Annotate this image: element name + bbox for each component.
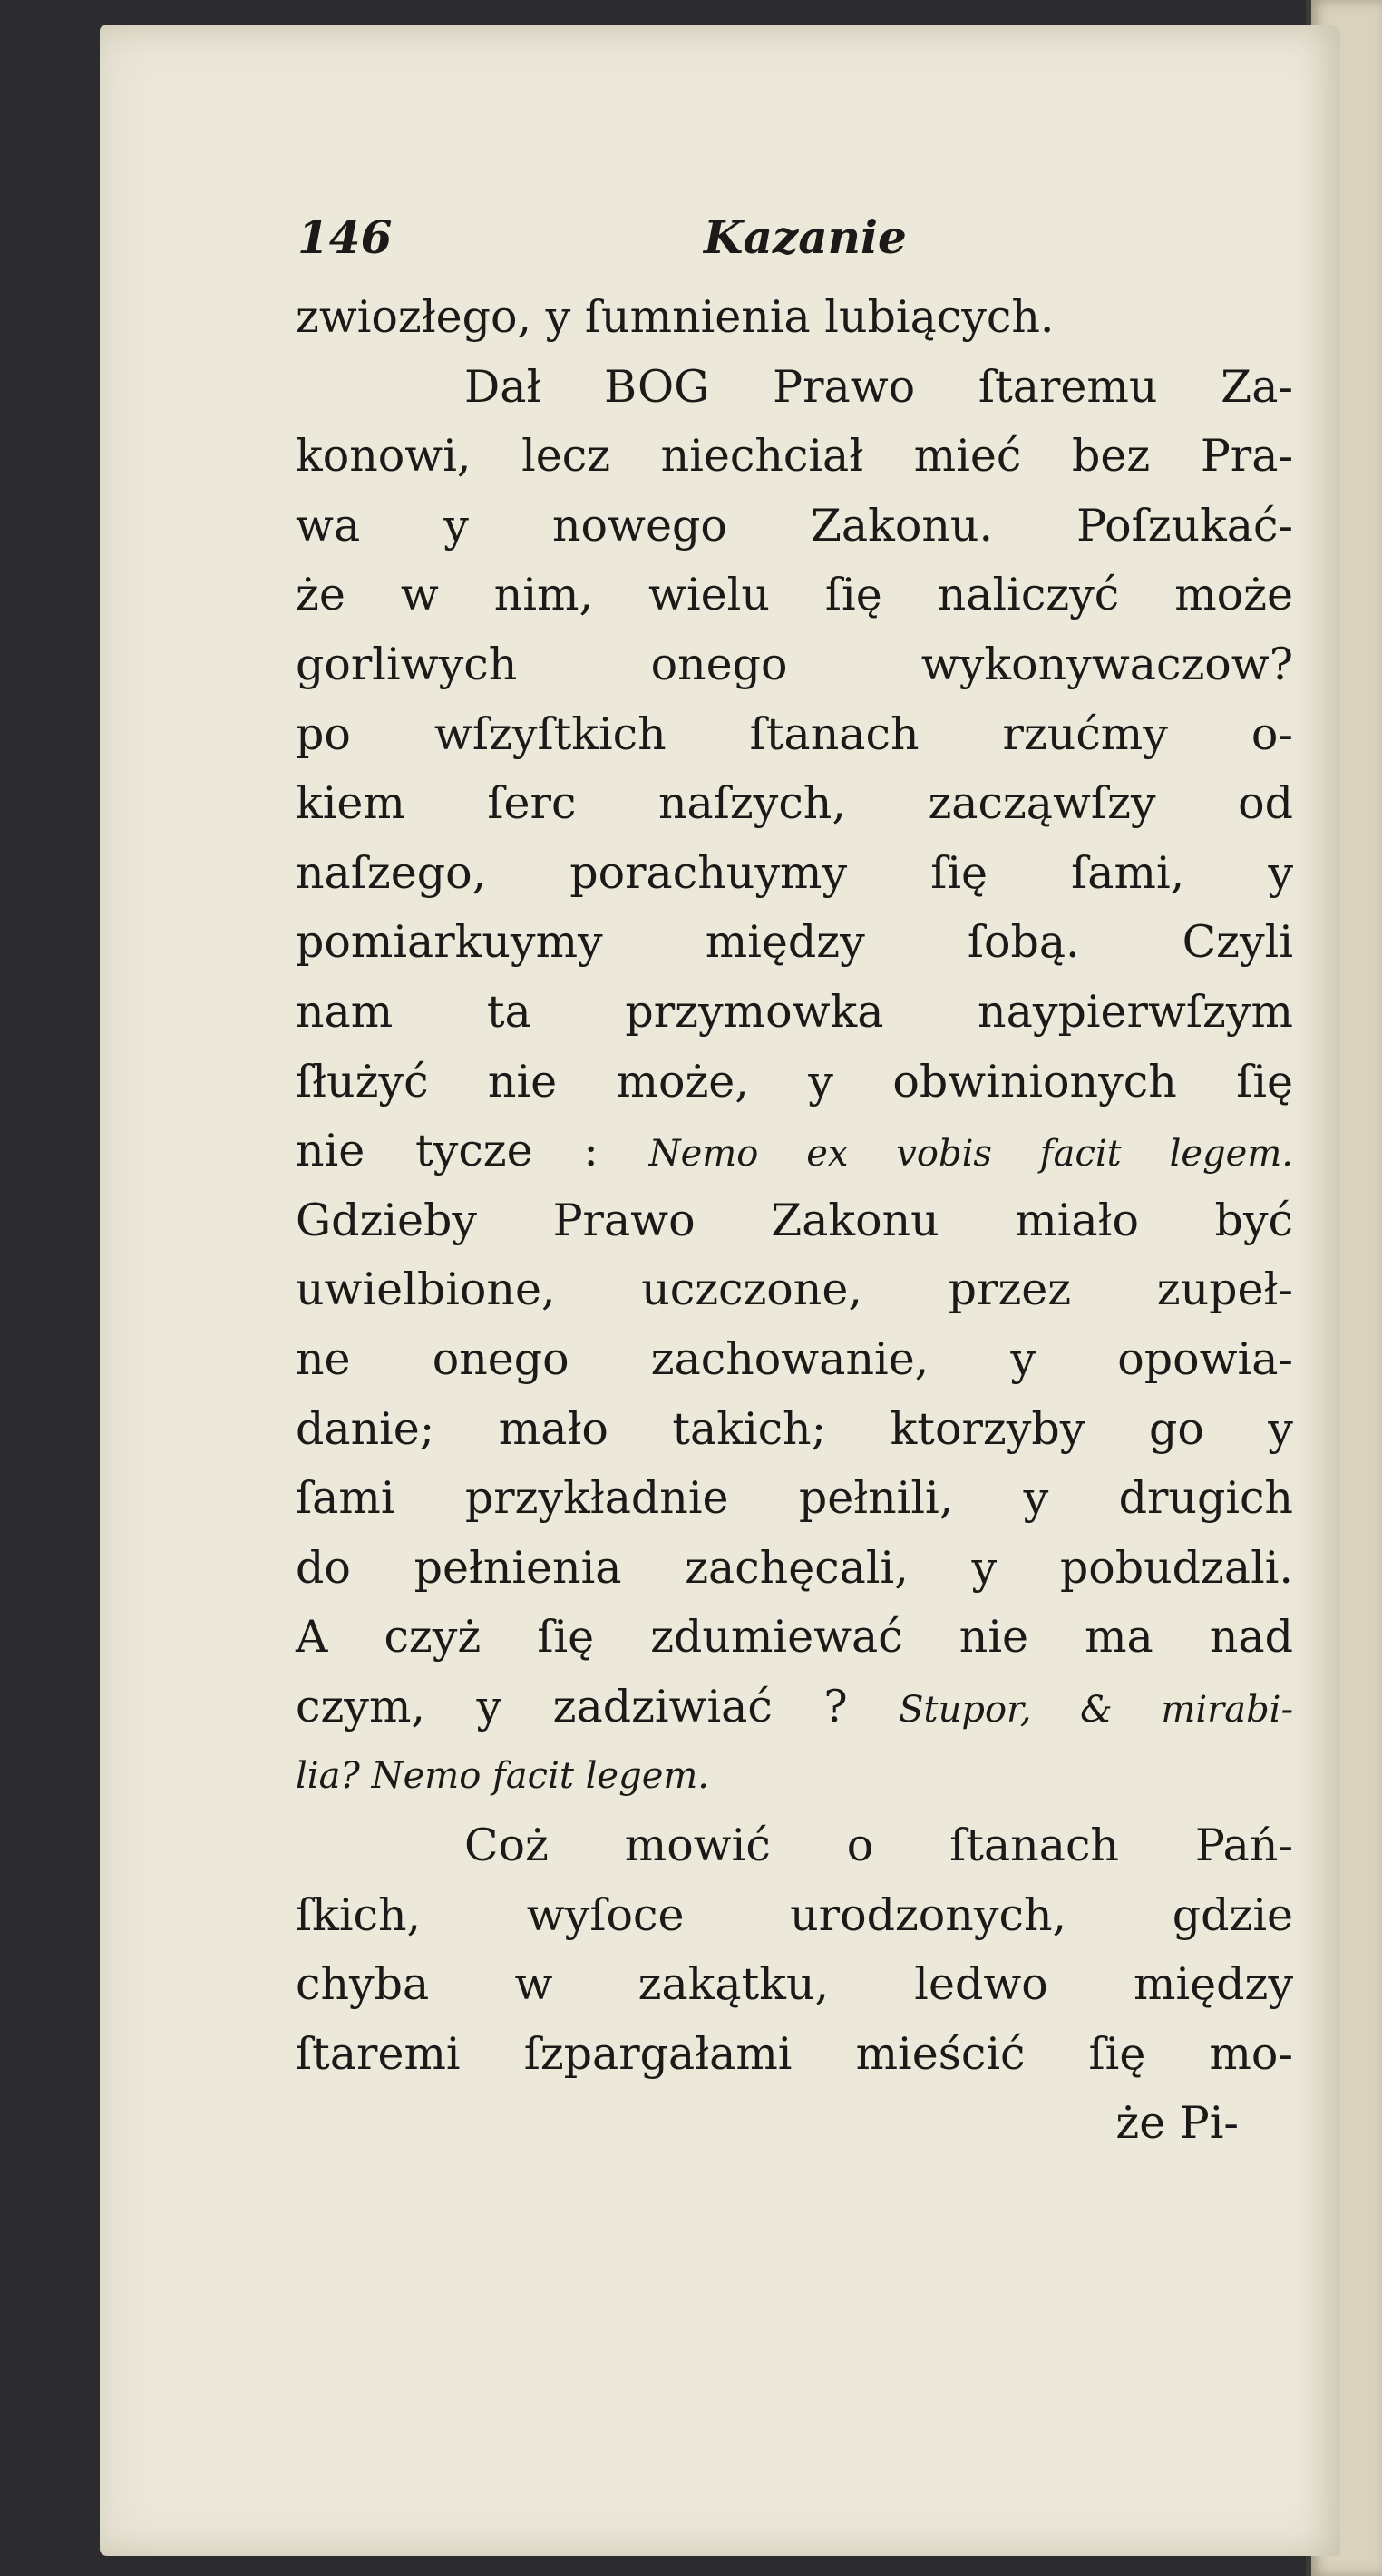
latin-quote: Nemo ex vobis facit legem.: [648, 1133, 1293, 1176]
running-title: Kazanie: [704, 210, 907, 264]
text-line-mixed: [296, 1117, 1293, 1186]
text-line: ſkich, wyſoce urodzonych, gdzie: [296, 1888, 1293, 1941]
text-line: ne onego zachowanie, y opowia-: [296, 1332, 1293, 1385]
text-line: ſłużyć nie może, y obwinionych ſię: [296, 1055, 1293, 1107]
text-line: konowi, lecz niechciał mieć bez Pra-: [296, 430, 1293, 483]
text-line: zwiozłego, y ſumnienia lubiących.: [296, 291, 1055, 343]
catchword: że Pi-: [1115, 2097, 1239, 2150]
text-line: danie; mało takich; ktorzyby go y: [296, 1402, 1293, 1455]
text-line: ſtaremi ſzpargałami mieścić ſię mo-: [296, 2027, 1293, 2080]
text-roman: nie tycze :: [296, 1125, 599, 1177]
text-line: Dał BOG Prawo ſtaremu Za-: [464, 360, 1293, 413]
text-line: ſami przykładnie pełnili, y drugich: [296, 1472, 1293, 1525]
text-line: że w nim, wielu ſię naliczyć może: [296, 569, 1293, 621]
text-line: gorliwych onego wykonywaczow?: [296, 638, 1293, 690]
latin-quote-line: lia? Nemo facit legem.: [296, 1755, 710, 1798]
text-line: chyba w zakątku, ledwo między: [296, 1958, 1293, 2011]
text-line: wa y nowego Zakonu. Poſzukać-: [296, 499, 1293, 551]
text-line: Gdzieby Prawo Zakonu miało być: [296, 1194, 1293, 1246]
text-line-mixed: [296, 1673, 1293, 1742]
text-line: nam ta przymowka naypierwſzym: [296, 985, 1293, 1038]
text-line: do pełnienia zachęcali, y pobudzali.: [296, 1541, 1293, 1594]
text-line: uwielbione, uczczone, przez zupeł-: [296, 1264, 1293, 1316]
page-number: 146: [297, 210, 393, 264]
body-text: [296, 283, 1293, 2159]
text-line: po wſzyſtkich ſtanach rzućmy o-: [296, 707, 1293, 760]
text-line: A czyż ſię zdumiewać nie ma nad: [296, 1611, 1293, 1664]
text-line: pomiarkuymy między ſobą. Czyli: [296, 916, 1293, 969]
text-line: naſzego, porachuymy ſię ſami, y: [296, 846, 1293, 899]
latin-quote: Stupor, & mirabi-: [899, 1688, 1293, 1731]
page-header: [297, 210, 1313, 278]
text-line: Coż mowić o ſtanach Pań-: [464, 1820, 1293, 1872]
text-roman: czym, y zadziwiać ?: [296, 1680, 848, 1732]
text-line: kiem ſerc naſzych, zacząwſzy od: [296, 777, 1293, 830]
